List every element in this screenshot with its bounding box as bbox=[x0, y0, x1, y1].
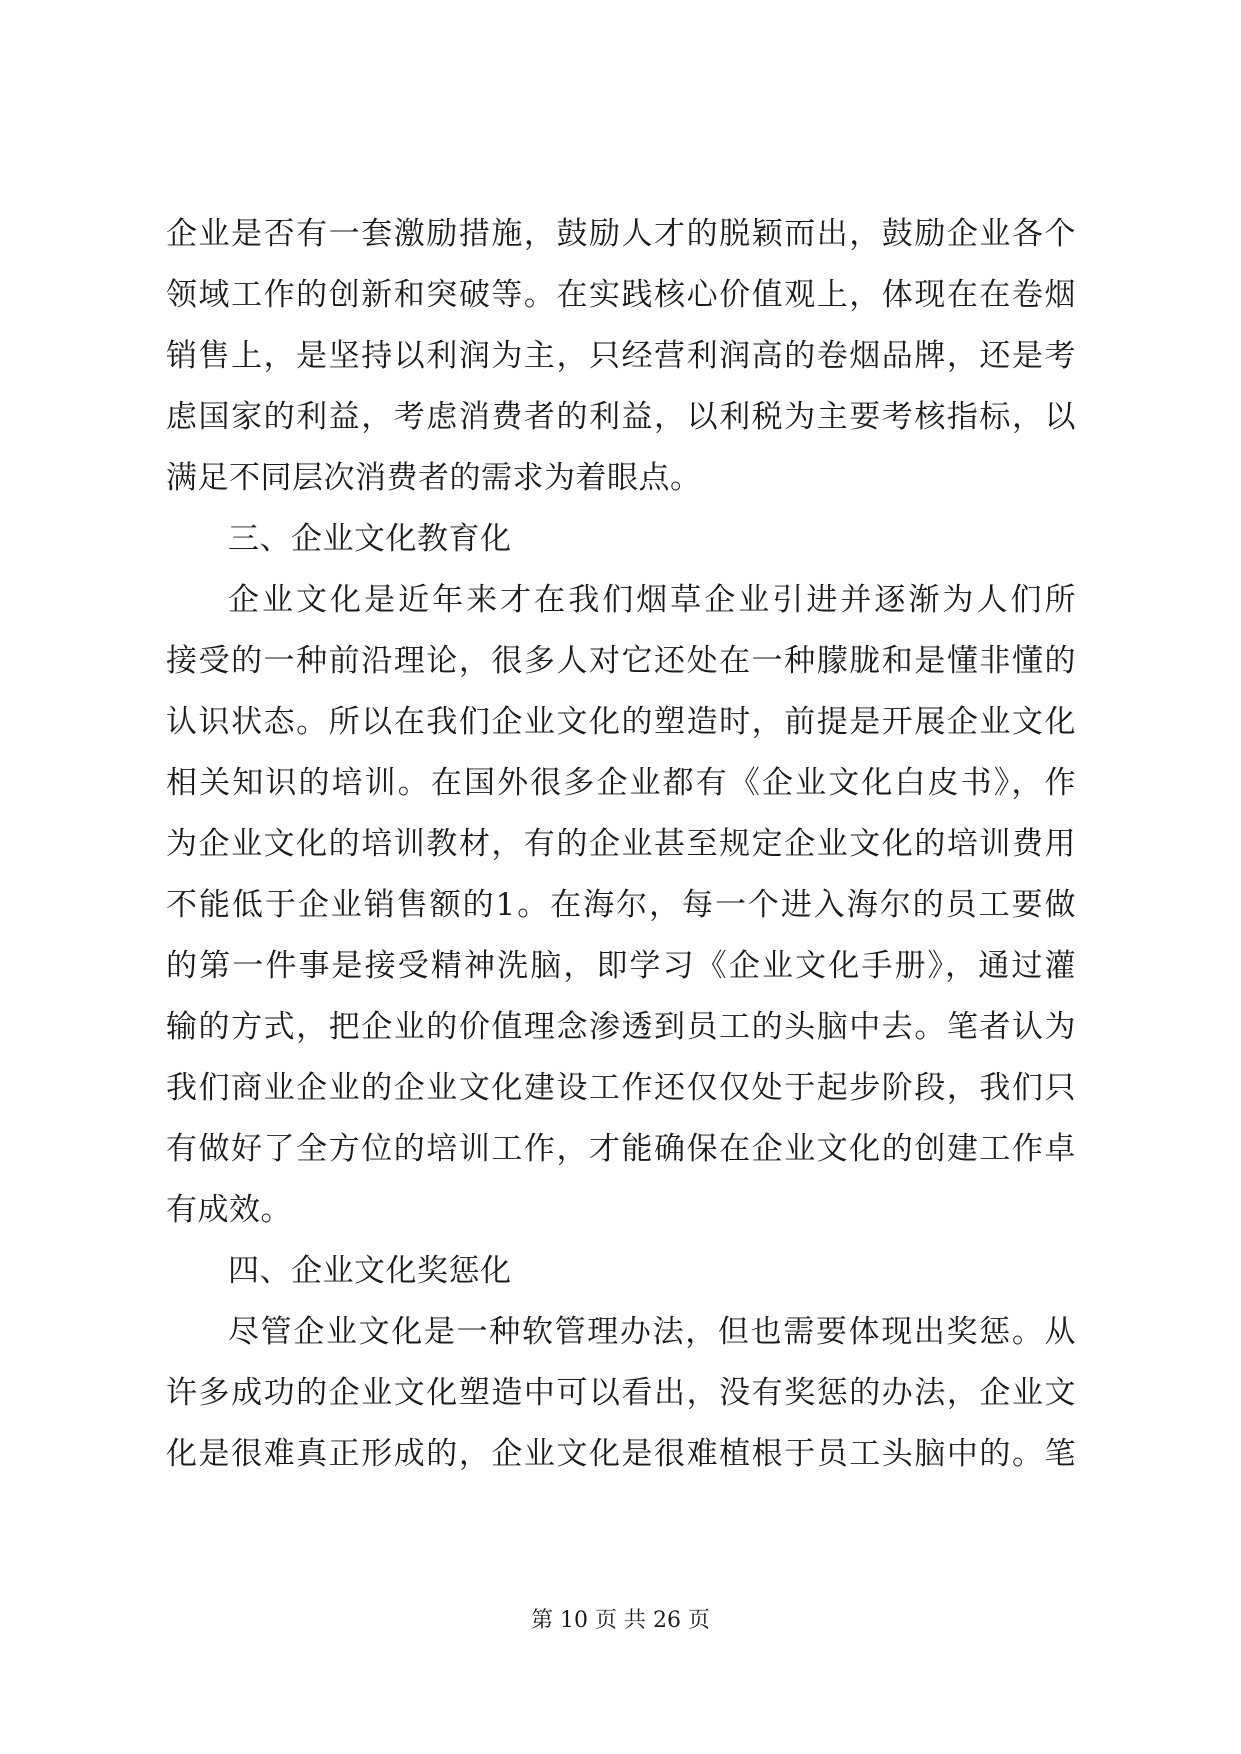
text-line: 的第一件事是接受精神洗脑，即学习《企业文化手册》，通过灌 bbox=[166, 948, 1076, 984]
text-line: 企业文化是近年来才在我们烟草企业引进并逐渐为人们所 bbox=[228, 582, 1076, 618]
text-line: 认识状态。所以在我们企业文化的塑造时，前提是开展企业文化 bbox=[166, 704, 1076, 740]
page-number-footer: 第 10 页 共 26 页 bbox=[531, 1608, 710, 1633]
section-heading: 四、企业文化奖惩化 bbox=[228, 1253, 512, 1289]
text-line: 销售上，是坚持以利润为主，只经营利润高的卷烟品牌，还是考 bbox=[166, 338, 1076, 374]
text-line: 许多成功的企业文化塑造中可以看出，没有奖惩的办法，企业文 bbox=[166, 1375, 1076, 1411]
text-line: 企业是否有一套激励措施，鼓励人才的脱颖而出，鼓励企业各个 bbox=[166, 216, 1076, 252]
text-line: 有做好了全方位的培训工作，才能确保在企业文化的创建工作卓 bbox=[166, 1131, 1076, 1167]
text-line: 尽管企业文化是一种软管理办法，但也需要体现出奖惩。从 bbox=[228, 1314, 1076, 1350]
text-line: 虑国家的利益，考虑消费者的利益，以利税为主要考核指标，以 bbox=[166, 399, 1076, 435]
text-line: 相关知识的培训。在国外很多企业都有《企业文化白皮书》，作 bbox=[166, 765, 1076, 801]
text-line: 输的方式，把企业的价值理念渗透到员工的头脑中去。笔者认为 bbox=[166, 1009, 1076, 1045]
text-line: 有成效。 bbox=[166, 1192, 292, 1228]
text-line: 接受的一种前沿理论，很多人对它还处在一种朦胧和是懂非懂的 bbox=[166, 643, 1076, 679]
text-line: 不能低于企业销售额的1。在海尔，每一个进入海尔的员工要做 bbox=[166, 887, 1076, 923]
text-line: 化是很难真正形成的，企业文化是很难植根于员工头脑中的。笔 bbox=[166, 1436, 1076, 1472]
section-heading: 三、企业文化教育化 bbox=[228, 521, 512, 557]
text-line: 领域工作的创新和突破等。在实践核心价值观上，体现在在卷烟 bbox=[166, 277, 1076, 313]
text-line: 为企业文化的培训教材，有的企业甚至规定企业文化的培训费用 bbox=[166, 826, 1076, 862]
text-line: 我们商业企业的企业文化建设工作还仅仅处于起步阶段，我们只 bbox=[166, 1070, 1076, 1106]
text-line: 满足不同层次消费者的需求为着眼点。 bbox=[166, 460, 702, 496]
document-body bbox=[166, 204, 1076, 1485]
